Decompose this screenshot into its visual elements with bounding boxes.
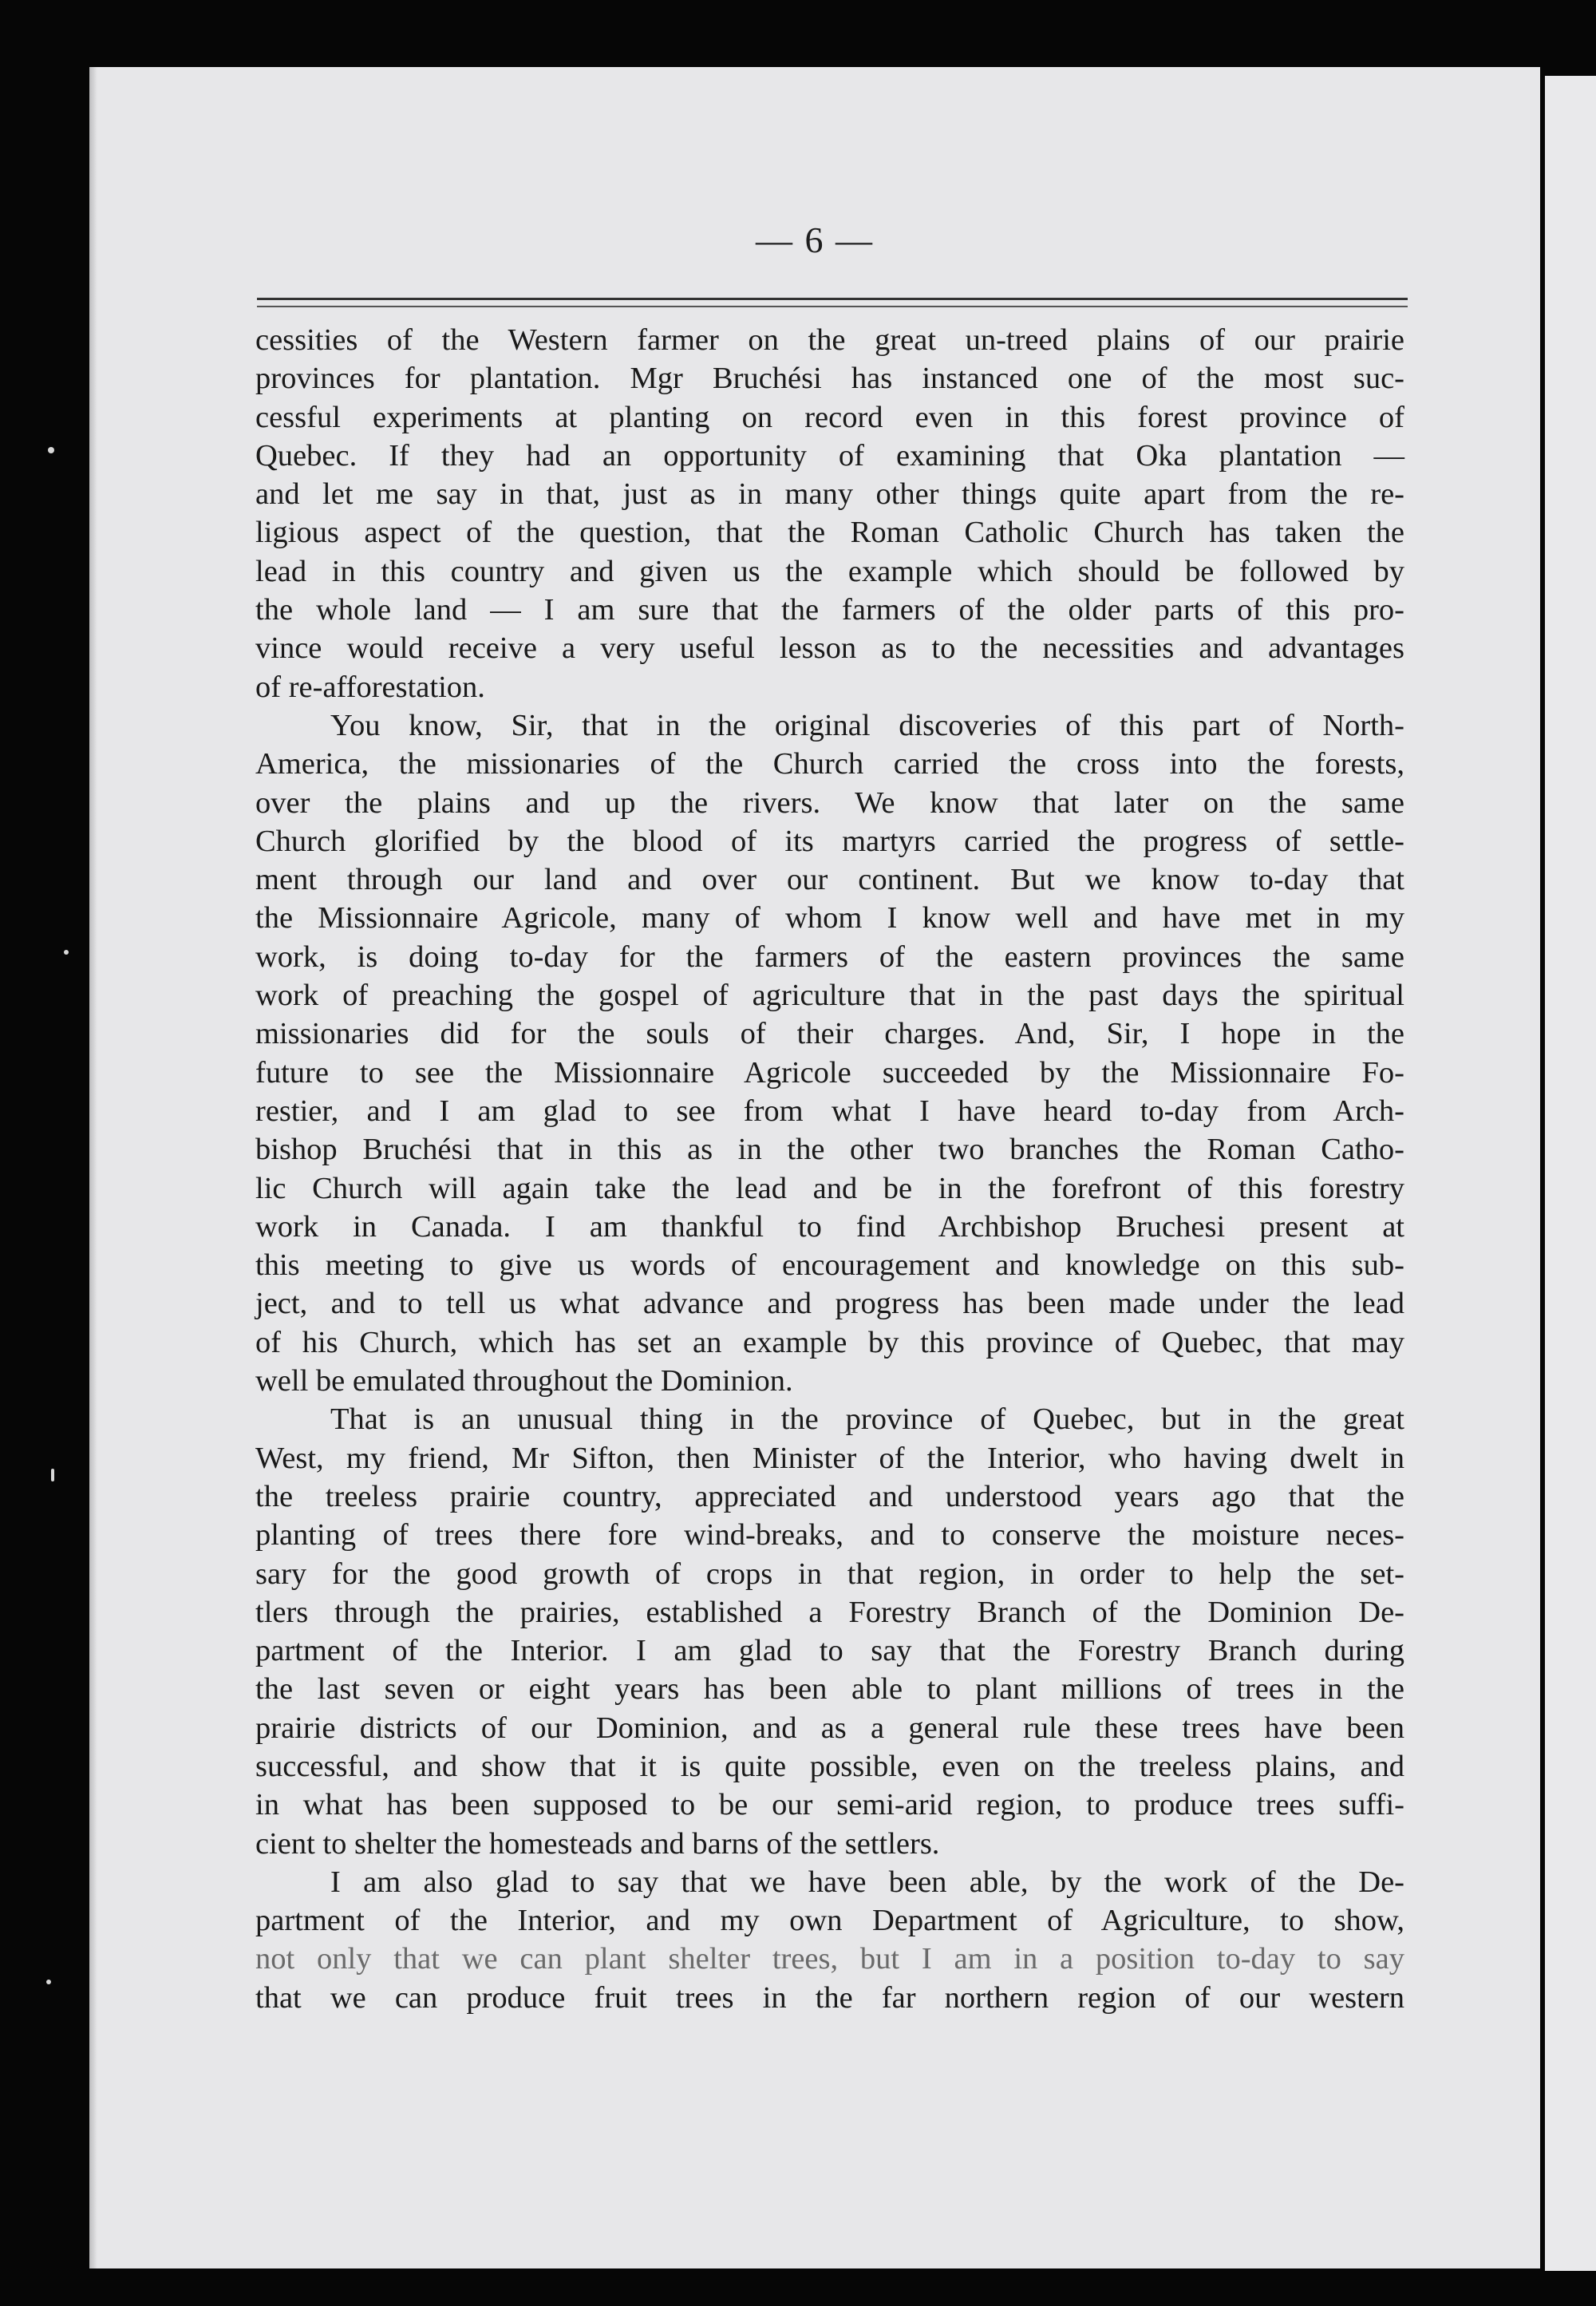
text-line: work in Canada. I am thankful to find Archbishop Bruchesi present at <box>255 1209 1404 1244</box>
text-line: of re-afforestation. <box>255 670 485 704</box>
text-line: ligious aspect of the question, that the Roman Catholic Church has taken the <box>255 516 1404 550</box>
header-rule-secondary <box>257 306 1408 307</box>
text-line: lead in this country and given us the example which should be followed by <box>255 554 1404 588</box>
paragraph-4 <box>255 1863 1404 2017</box>
paragraph-2 <box>255 706 1404 1400</box>
text-line: this meeting to give us words of encouragement and knowledge on this sub- <box>255 1248 1404 1283</box>
text-line: prairie districts of our Dominion, and as a general rule these trees have been <box>255 1711 1404 1745</box>
scan-speck <box>51 1469 54 1481</box>
header-rule <box>257 298 1408 300</box>
paragraph-3 <box>255 1400 1404 1863</box>
text-line: ject, and to tell us what advance and progress has been made under the lead <box>255 1287 1404 1321</box>
text-line: lic Church will again take the lead and be in the forefront of this forestry <box>255 1171 1404 1205</box>
text-line: future to see the Missionnaire Agricole succeeded by the Missionnaire Fo- <box>255 1055 1404 1090</box>
adjacent-page-edge <box>1545 76 1596 2271</box>
text-line: successful, and show that it is quite possible, even on the treeless plains, and <box>255 1749 1404 1783</box>
text-line: well be emulated throughout the Dominion. <box>255 1364 793 1398</box>
text-line: sary for the good growth of crops in that region, in order to help the set- <box>255 1556 1404 1591</box>
text-line: tlers through the prairies, established a Forestry Branch of the Dominion De- <box>255 1595 1404 1629</box>
text-line: work of preaching the gospel of agriculture that in the past days the spiritual <box>255 979 1404 1013</box>
text-line: not only that we can plant shelter trees, but I am in a position to-day to say <box>255 1942 1404 1976</box>
text-line: provinces for plantation. Mgr Bruchési has instanced one of the most suc- <box>255 362 1404 396</box>
page-number: — 6 — <box>756 220 874 260</box>
text-line: That is an unusual thing in the province of Quebec, but in the great <box>330 1402 1404 1437</box>
text-line: of his Church, which has set an example by this province of Quebec, that may <box>255 1325 1404 1359</box>
text-line: cient to shelter the homesteads and barns of the settlers. <box>255 1826 940 1861</box>
scan-speck <box>64 950 69 955</box>
text-line: bishop Bruchési that in this as in the other two branches the Roman Catho- <box>255 1133 1404 1167</box>
text-line: partment of the Interior, and my own Department of Agriculture, to show, <box>255 1904 1404 1938</box>
text-line: vince would receive a very useful lesson as to the necessities and advantages <box>255 631 1404 666</box>
scan-speck <box>46 1980 51 1984</box>
text-line: West, my friend, Mr Sifton, then Minister of the Interior, who having dwelt in <box>255 1441 1404 1475</box>
text-line: missionaries did for the souls of their charges. And, Sir, I hope in the <box>255 1017 1404 1051</box>
text-line: the treeless prairie country, appreciated and understood years ago that the <box>255 1479 1404 1513</box>
text-line: over the plains and up the rivers. We know that later on the same <box>255 785 1404 820</box>
text-line: Quebec. If they had an opportunity of examining that Oka plantation — <box>255 438 1404 473</box>
text-line: partment of the Interior. I am glad to say that the Forestry Branch during <box>255 1634 1404 1668</box>
text-line: planting of trees there fore wind-breaks, and to conserve the moisture neces- <box>255 1518 1404 1552</box>
text-line: Church glorified by the blood of its martyrs carried the progress of settle- <box>255 824 1404 858</box>
text-line: that we can produce fruit trees in the far northern region of our western <box>255 1980 1404 2015</box>
text-line: in what has been supposed to be our semi-arid region, to produce trees suffi- <box>255 1788 1404 1822</box>
document-page <box>89 67 1540 2268</box>
text-line: ment through our land and over our continent. But we know to-day that <box>255 863 1404 897</box>
text-line: work, is doing to-day for the farmers of the eastern provinces the same <box>255 939 1404 974</box>
body-text <box>255 321 1404 2017</box>
text-line: the last seven or eight years has been able to plant millions of trees in the <box>255 1672 1404 1707</box>
text-line: cessities of the Western farmer on the great un-treed plains of our prairie <box>255 323 1404 357</box>
scan-speck <box>48 447 54 453</box>
text-line: You know, Sir, that in the original discoveries of this part of North- <box>330 708 1404 742</box>
text-line: restier, and I am glad to see from what I have heard to-day from Arch- <box>255 1094 1404 1128</box>
text-line: cessful experiments at planting on record even in this forest province of <box>255 400 1404 434</box>
text-line: I am also glad to say that we have been able, by the work of the De- <box>330 1865 1404 1899</box>
text-line: the whole land — I am sure that the farmers of the older parts of this pro- <box>255 593 1404 627</box>
paragraph-1 <box>255 321 1404 706</box>
text-line: America, the missionaries of the Church carried the cross into the forests, <box>255 747 1404 781</box>
text-line: and let me say in that, just as in many other things quite apart from the re- <box>255 477 1404 512</box>
text-line: the Missionnaire Agricole, many of whom I know well and have met in my <box>255 901 1404 935</box>
